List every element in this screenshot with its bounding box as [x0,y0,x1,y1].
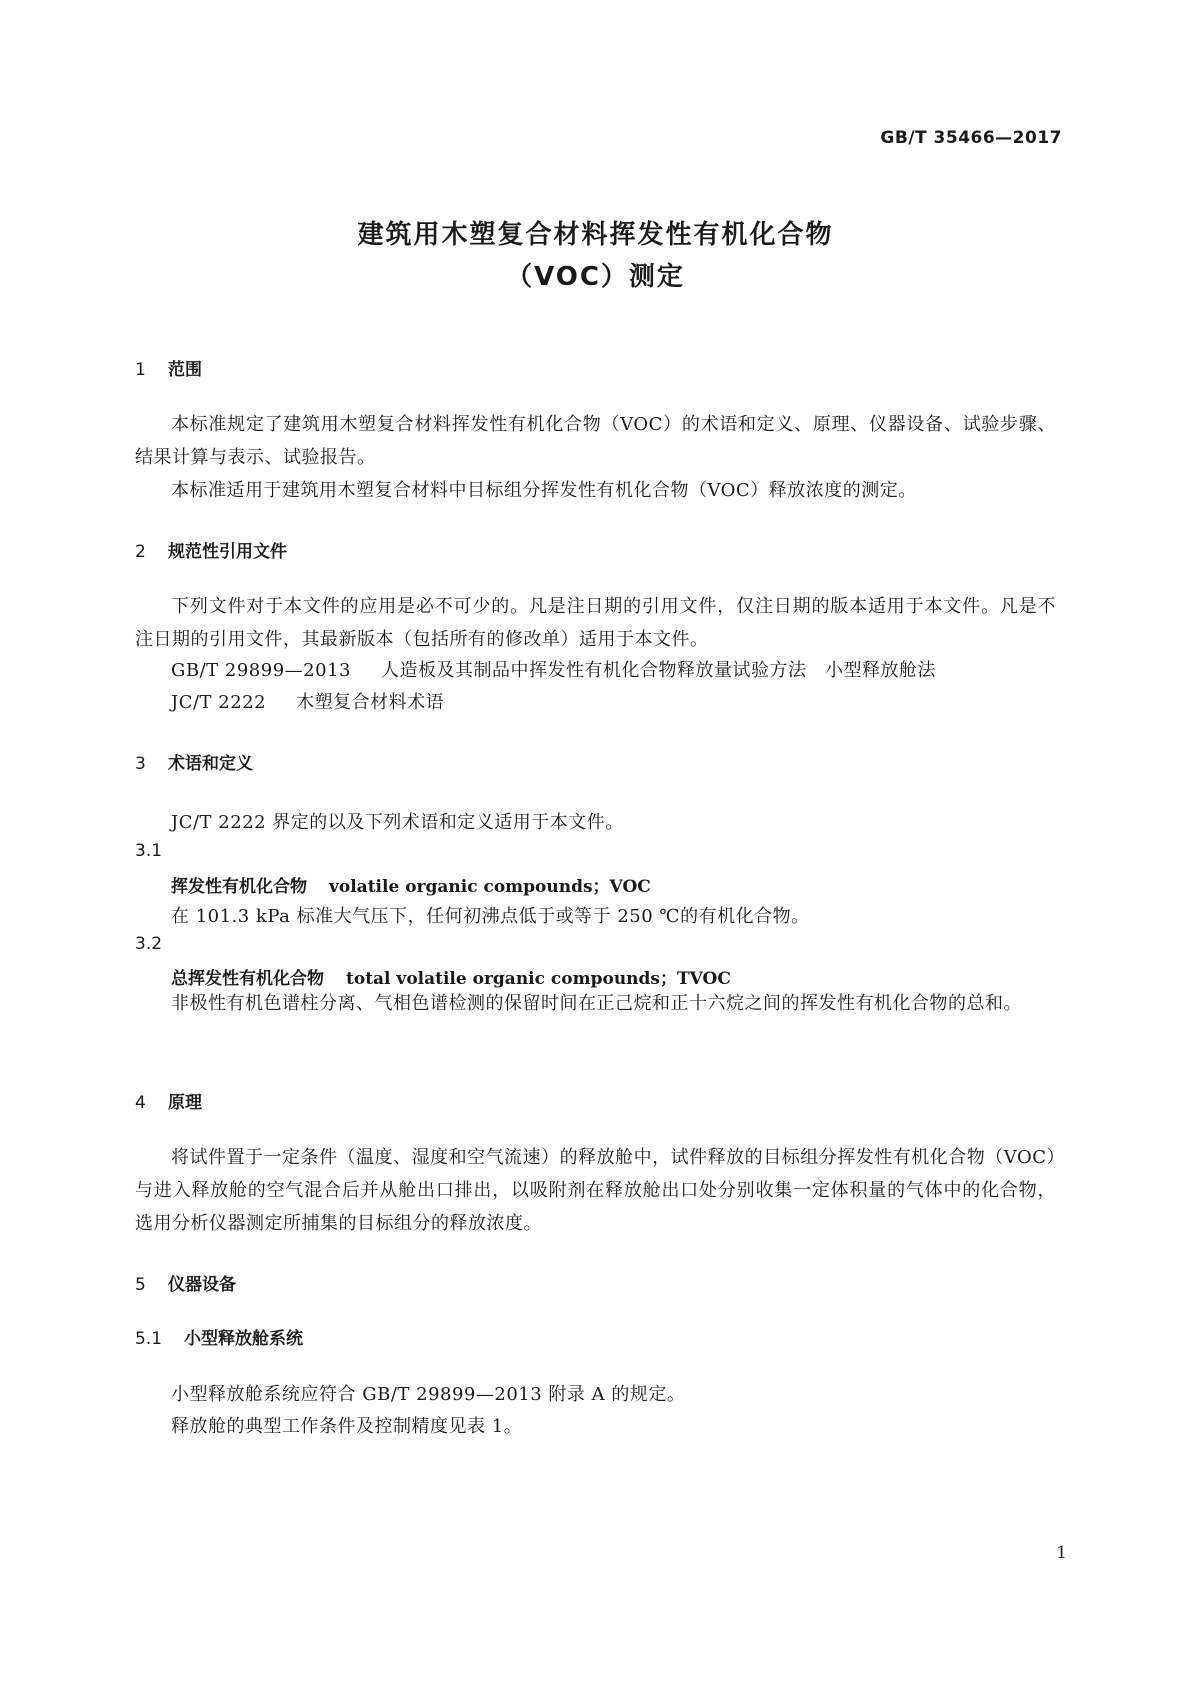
paragraph: 下列文件对于本文件的应用是必不可少的。凡是注日期的引用文件，仅注日期的版本适用于本文件。凡是不注日期的引用文件，其最新版本（包括所有的修改单）适用于本文件。 [135,596,1056,650]
section-number: 5 [135,1275,146,1295]
reference-code: GB/T 29899—2013 [171,660,351,681]
reference-title: 人造板及其制品中挥发性有机化合物释放量试验方法 小型释放舱法 [380,660,936,681]
term-en: volatile organic compounds；VOC [329,877,651,897]
document-title-line2: （VOC）测定 [506,262,685,292]
term-heading [171,872,651,897]
section-number: 2 [135,542,146,562]
reference-item [171,656,936,682]
paragraph: 小型释放舱系统应符合 GB/T 29899—2013 附录 A 的规定。 [171,1384,686,1405]
subsection-number: 5.1 [135,1329,163,1349]
term-definition: 在 101.3 kPa 标准大气压下，任何初沸点低于或等于 250 ℃的有机化合物。 [171,906,810,927]
section-number: 3 [135,754,146,774]
section-title: 仪器设备 [168,1275,236,1295]
paragraph: 本标准规定了建筑用木塑复合材料挥发性有机化合物（VOC）的术语和定义、原理、仪器设备、试验步骤、结果计算与表示、试验报告。 [135,414,1056,468]
page-number: 1 [1056,1543,1067,1563]
section-title: 术语和定义 [168,754,253,774]
section-title: 原理 [168,1093,202,1113]
section-title: 范围 [168,360,202,380]
reference-title: 木塑复合材料术语 [296,692,445,713]
paragraph: JC/T 2222 界定的以及下列术语和定义适用于本文件。 [171,812,624,833]
document-title-line1: 建筑用木塑复合材料挥发性有机化合物 [357,220,834,250]
term-zh: 挥发性有机化合物 [171,877,307,897]
section-heading-normative-references [135,537,287,562]
standard-number: GB/T 35466—2017 [880,128,1062,148]
paragraph: 本标准适用于建筑用木塑复合材料中目标组分挥发性有机化合物（VOC）释放浓度的测定。 [171,480,917,501]
subsection-heading-small-chamber [135,1324,303,1349]
paragraph: 释放舱的典型工作条件及控制精度见表 1。 [171,1416,523,1437]
section-title: 规范性引用文件 [168,542,287,562]
subsection-title: 小型释放舱系统 [184,1329,303,1349]
section-number: 1 [135,360,146,380]
reference-item [171,688,444,714]
term-definition: 非极性有机色谱柱分离、气相色谱检测的保留时间在正己烷和正十六烷之间的挥发性有机化合物的总和。 [171,993,1022,1014]
paragraph: 将试件置于一定条件（温度、湿度和空气流速）的释放舱中，试件释放的目标组分挥发性有机化合物（VOC）与进入释放舱的空气混合后并从舱出口排出，以吸附剂在释放舱出口处分别收集一定体积量的气体中的化合物，选用分析仪器测定所捕集的目标组分的释放浓度。 [135,1147,1056,1234]
reference-code: JC/T 2222 [171,692,267,713]
section-heading-terms [135,749,253,774]
section-number: 4 [135,1093,146,1113]
term-zh: 总挥发性有机化合物 [171,969,324,989]
section-heading-principle [135,1088,202,1113]
term-number: 3.2 [135,934,163,954]
section-heading-scope [135,355,202,380]
term-heading [171,964,731,989]
section-heading-apparatus [135,1270,236,1295]
term-number: 3.1 [135,841,163,861]
term-en: total volatile organic compounds；TVOC [346,969,731,989]
